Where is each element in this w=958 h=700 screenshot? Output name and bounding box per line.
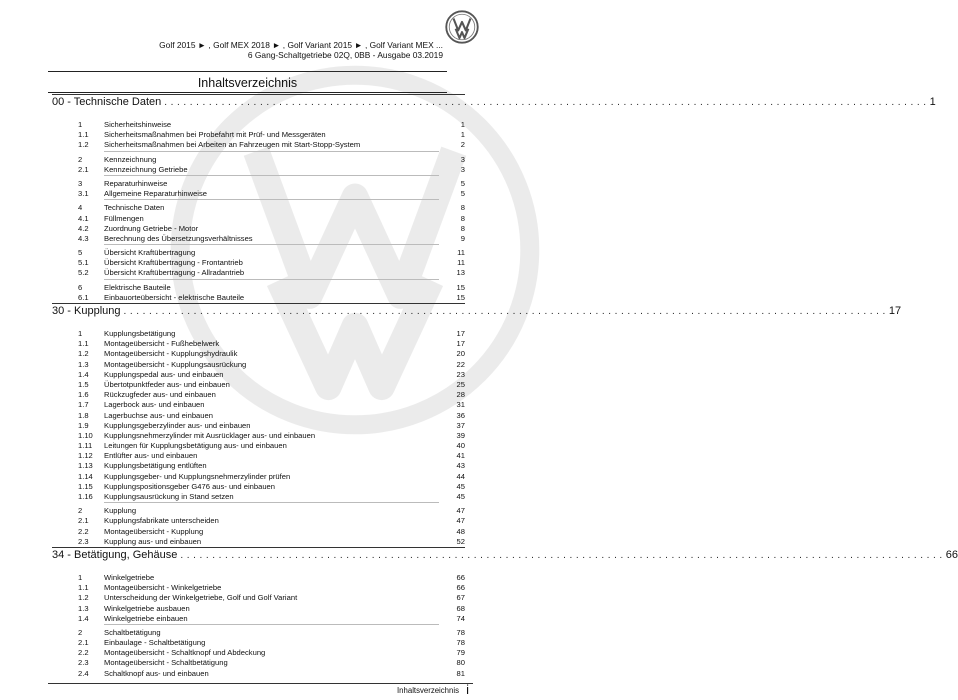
entry-number: 1.1: [78, 339, 89, 349]
toc-entry[interactable]: [52, 614, 465, 624]
toc-entry[interactable]: [52, 648, 465, 658]
toc-section-heading[interactable]: [52, 547, 958, 570]
toc-chapter-entry[interactable]: [52, 203, 465, 213]
entry-label: Allgemeine Reparaturhinweise: [104, 189, 207, 199]
entry-number: 1.3: [78, 359, 89, 369]
entry-label: Übersicht Kraftübertragung - Allradantrieb: [104, 268, 245, 278]
group-divider: [104, 199, 439, 200]
entry-number: 1: [78, 329, 83, 338]
entry-label: Übertotpunktfeder aus- und einbauen: [104, 379, 230, 389]
entry-label: Winkelgetriebe ausbauen: [104, 603, 190, 613]
entry-page-number: 5: [460, 178, 465, 188]
entry-page-number: 79: [456, 648, 465, 658]
entry-page-number: 68: [456, 603, 465, 613]
entry-label: Montageübersicht - Schaltknopf und Abdeckung: [104, 648, 266, 658]
entry-label: Schaltknopf aus- und einbauen: [104, 668, 209, 678]
toc-entry[interactable]: [52, 516, 465, 526]
entry-label: Montageübersicht - Kupplungshydraulik: [104, 349, 238, 359]
toc-chapter-entry[interactable]: [52, 120, 465, 130]
entry-page-number: 48: [456, 526, 465, 536]
section-page-number: 66: [945, 548, 958, 561]
entry-label: Zuordnung Getriebe - Motor: [104, 223, 199, 233]
entry-page-number: 78: [456, 638, 465, 648]
page-title: Inhaltsverzeichnis: [197, 76, 298, 90]
entry-number: 1.4: [78, 613, 89, 623]
entry-page-number: 5: [460, 189, 465, 199]
entry-label: Winkelgetriebe einbauen: [104, 613, 188, 623]
entry-label: Sicherheitshinweise: [104, 120, 172, 129]
page-footer: [48, 683, 473, 698]
toc-chapter-entry[interactable]: [52, 283, 465, 293]
entry-label: Montageübersicht - Winkelgetriebe: [104, 583, 222, 593]
entry-label: Kupplungsbetätigung: [104, 329, 176, 338]
toc-entry[interactable]: [52, 293, 465, 303]
entry-number: 4.1: [78, 213, 89, 223]
entry-number: 2.3: [78, 658, 89, 668]
toc-chapter-entry[interactable]: [52, 248, 465, 258]
toc-entry[interactable]: [52, 339, 465, 349]
entry-label: Sicherheitsmaßnahmen bei Arbeiten an Fahrzeugen mit Start-Stopp-System: [104, 140, 361, 150]
footer-label: Inhaltsverzeichnis: [397, 686, 459, 695]
group-divider: [104, 624, 439, 625]
entry-page-number: 45: [456, 492, 465, 501]
entry-page-number: 25: [456, 379, 465, 389]
header-model-line: Golf 2015 ► , Golf MEX 2018 ► , Golf Variant 2015 ► , Golf Variant MEX ...: [159, 40, 443, 50]
group-divider: [104, 244, 439, 245]
toc-entry[interactable]: [52, 583, 465, 593]
entry-label: Leitungen für Kupplungsbetätigung aus- und einbauen: [104, 441, 287, 451]
toc-entry[interactable]: [52, 527, 465, 537]
section-title: 00 - Technische Daten: [52, 96, 162, 108]
page-header: [0, 0, 495, 72]
entry-number: 3.1: [78, 189, 89, 199]
entry-number: 1.14: [78, 471, 93, 481]
entry-label: Lagerbock aus- und einbauen: [104, 400, 205, 410]
toc-chapter-entry[interactable]: [52, 155, 465, 165]
entry-page-number: 15: [456, 282, 465, 292]
entry-number: 1.8: [78, 410, 89, 420]
header-edition-line: 6 Gang-Schaltgetriebe 02Q, 0BB - Ausgabe 03.2019: [247, 50, 443, 60]
toc-entry[interactable]: [52, 658, 465, 668]
entry-label: Übersicht Kraftübertragung: [104, 248, 196, 258]
entry-number: 4.2: [78, 223, 89, 233]
toc-entry[interactable]: [52, 390, 465, 400]
entry-page-number: 78: [456, 627, 465, 637]
section-title: 34 - Betätigung, Gehäuse: [52, 548, 178, 561]
entry-page-number: 11: [457, 248, 465, 258]
entry-number: 1.11: [78, 441, 93, 451]
entry-page-number: 8: [460, 203, 465, 213]
entry-label: Kupplungsbetätigung entlüften: [104, 461, 207, 471]
leader-dots: ........................................................................................................................: [180, 549, 946, 561]
entry-label: Kupplung: [104, 506, 137, 516]
toc-entry[interactable]: [52, 224, 465, 234]
entry-page-number: 40: [456, 441, 465, 451]
toc-section: [52, 547, 958, 679]
entry-number: 2.1: [78, 638, 89, 648]
entry-number: 1: [78, 120, 83, 129]
entry-number: 1.2: [78, 140, 89, 150]
entry-page-number: 67: [456, 593, 465, 603]
entry-page-number: 41: [456, 451, 465, 461]
toc-entry[interactable]: [52, 472, 465, 482]
entry-label: Kupplungsnehmerzylinder mit Ausrücklager aus- und einbauen: [104, 430, 316, 440]
entry-label: Kupplungsfabrikate unterscheiden: [104, 516, 219, 526]
entry-label: Berechnung des Übersetzungsverhältnisses: [104, 233, 253, 243]
entry-label: Rückzugfeder aus- und einbauen: [104, 390, 216, 400]
toc-entry[interactable]: [52, 258, 465, 268]
entry-label: Technische Daten: [104, 203, 165, 213]
entry-number: 2: [78, 154, 83, 164]
entry-page-number: 13: [456, 268, 465, 278]
entry-number: 1.6: [78, 390, 89, 400]
entry-label: Kennzeichnung Getriebe: [104, 164, 188, 174]
toc-entry[interactable]: [52, 593, 465, 603]
entry-label: Übersicht Kraftübertragung - Frontantrieb: [104, 258, 243, 268]
entry-page-number: 23: [456, 369, 465, 379]
entry-page-number: 43: [456, 461, 465, 471]
entry-number: 1.10: [78, 430, 93, 440]
entry-page-number: 36: [456, 410, 465, 420]
entry-number: 1.5: [78, 379, 89, 389]
toc-entry[interactable]: [52, 130, 465, 140]
entry-label: Kennzeichnung: [104, 154, 157, 164]
section-title: 30 - Kupplung: [52, 305, 121, 317]
entry-number: 1.7: [78, 400, 89, 410]
toc-entry[interactable]: [52, 441, 465, 451]
entry-page-number: 37: [456, 420, 465, 430]
entry-label: Montageübersicht - Schaltbetätigung: [104, 658, 228, 668]
toc-section-heading[interactable]: [52, 94, 936, 117]
toc-entry[interactable]: [52, 537, 465, 547]
group-divider: [104, 151, 439, 152]
entry-label: Kupplungsgeber- und Kupplungsnehmerzylinder prüfen: [104, 471, 291, 481]
entry-label: Unterscheidung der Winkelgetriebe, Golf und Golf Variant: [104, 593, 298, 603]
entry-number: 2.2: [78, 648, 89, 658]
entry-number: 3: [78, 178, 83, 188]
toc-entry[interactable]: [52, 604, 465, 614]
section-page-number: 17: [888, 305, 902, 317]
entry-number: 2.1: [78, 164, 89, 174]
toc-entry[interactable]: [52, 234, 465, 244]
entry-page-number: 3: [460, 154, 465, 164]
toc-entry[interactable]: [52, 268, 465, 278]
toc-section-heading[interactable]: [52, 303, 902, 326]
entry-label: Montageübersicht - Kupplungsausrückung: [104, 359, 247, 369]
toc-chapter-entry[interactable]: [52, 506, 465, 516]
entry-label: Füllmengen: [104, 213, 144, 223]
entry-number: 4.3: [78, 233, 89, 243]
toc-entry[interactable]: [52, 165, 465, 175]
entry-page-number: 3: [460, 164, 465, 174]
toc-entry[interactable]: [52, 492, 465, 502]
entry-number: 2.2: [78, 526, 89, 536]
entry-number: 5: [78, 248, 83, 258]
entry-number: 1.4: [78, 369, 89, 379]
toc-entry[interactable]: [52, 380, 465, 390]
entry-label: Kupplung aus- und einbauen: [104, 536, 202, 546]
entry-page-number: 74: [456, 613, 465, 623]
entry-page-number: 44: [456, 471, 465, 481]
toc-chapter-entry[interactable]: [52, 179, 465, 189]
toc-entry[interactable]: [52, 669, 465, 679]
entry-label: Schaltbetätigung: [104, 627, 161, 637]
entry-page-number: 45: [456, 481, 465, 491]
entry-page-number: 47: [456, 516, 465, 526]
entry-number: 1.1: [78, 583, 89, 593]
entry-label: Montageübersicht - Kupplung: [104, 526, 204, 536]
entry-page-number: 20: [456, 349, 465, 359]
toc-entry[interactable]: [52, 451, 465, 461]
entry-page-number: 80: [456, 658, 465, 668]
entry-number: 5.2: [78, 268, 89, 278]
toc-entry[interactable]: [52, 214, 465, 224]
entry-page-number: 17: [456, 339, 465, 349]
entry-page-number: 1: [460, 120, 465, 129]
toc-entry[interactable]: [52, 411, 465, 421]
entry-number: 1: [78, 572, 83, 582]
entry-page-number: 22: [456, 359, 465, 369]
entry-label: Einbaulage - Schaltbetätigung: [104, 638, 206, 648]
toc-section: [52, 94, 936, 303]
entry-page-number: 8: [460, 223, 465, 233]
entry-page-number: 1: [460, 130, 465, 140]
entry-page-number: 66: [456, 572, 465, 582]
entry-number: 1.16: [78, 492, 93, 501]
table-of-contents: [52, 94, 958, 679]
entry-number: 2.3: [78, 536, 89, 546]
entry-label: Kupplungsausrückung in Stand setzen: [104, 492, 234, 501]
entry-page-number: 39: [456, 430, 465, 440]
entry-number: 1.1: [78, 130, 89, 140]
entry-number: 2: [78, 627, 83, 637]
toc-entry[interactable]: [52, 400, 465, 410]
entry-number: 1.2: [78, 349, 89, 359]
entry-number: 2.4: [78, 668, 89, 678]
entry-label: Lagerbuchse aus- und einbauen: [104, 410, 213, 420]
toc-entry[interactable]: [52, 461, 465, 471]
footer-page-number: i: [466, 682, 469, 697]
entry-number: 5.1: [78, 258, 89, 268]
entry-label: Kupplungsgeberzylinder aus- und einbauen: [104, 420, 251, 430]
entry-label: Elektrische Bauteile: [104, 282, 171, 292]
toc-entry[interactable]: [52, 349, 465, 359]
toc-entry[interactable]: [52, 140, 465, 150]
group-divider: [104, 279, 439, 280]
entry-label: Sicherheitsmaßnahmen bei Probefahrt mit Prüf- und Messgeräten: [104, 130, 326, 140]
entry-number: 1.12: [78, 451, 93, 461]
toc-chapter-entry[interactable]: [52, 628, 465, 638]
entry-label: Montageübersicht - Fußhebelwerk: [104, 339, 220, 349]
toc-chapter-entry[interactable]: [52, 329, 465, 339]
section-page-number: 1: [929, 96, 936, 108]
toc-entry[interactable]: [52, 638, 465, 648]
toc-entry[interactable]: [52, 482, 465, 492]
entry-number: 1.13: [78, 461, 93, 471]
entry-label: Entlüfter aus- und einbauen: [104, 451, 198, 461]
vw-logo-icon: [445, 10, 479, 44]
toc-entry[interactable]: [52, 421, 465, 431]
entry-label: Kupplungspositionsgeber G476 aus- und einbauen: [104, 481, 275, 491]
entry-label: Kupplungspedal aus- und einbauen: [104, 369, 224, 379]
entry-number: 6: [78, 282, 83, 292]
leader-dots: ........................................................................................................................: [164, 97, 930, 108]
entry-label: Einbauorteübersicht - elektrische Bauteile: [104, 292, 245, 302]
entry-number: 4: [78, 203, 83, 213]
entry-page-number: 81: [456, 668, 465, 678]
toc-entry[interactable]: [52, 370, 465, 380]
header-rule: [48, 71, 447, 72]
entry-number: 1.2: [78, 593, 89, 603]
entry-number: 1.15: [78, 481, 93, 491]
toc-entry[interactable]: [52, 431, 465, 441]
toc-section: [52, 303, 902, 547]
entry-number: 1.3: [78, 603, 89, 613]
toc-entry[interactable]: [52, 360, 465, 370]
entry-page-number: 8: [460, 213, 465, 223]
entry-label: Winkelgetriebe: [104, 572, 155, 582]
entry-number: 2: [78, 506, 83, 516]
entry-page-number: 52: [456, 536, 465, 546]
entry-number: 1.9: [78, 420, 89, 430]
leader-dots: ........................................................................................................................: [123, 306, 889, 317]
group-divider: [104, 502, 439, 503]
entry-page-number: 2: [460, 140, 465, 150]
toc-chapter-entry[interactable]: [52, 573, 465, 583]
entry-number: 6.1: [78, 292, 89, 302]
entry-page-number: 28: [456, 390, 465, 400]
entry-page-number: 17: [456, 329, 465, 338]
entry-page-number: 47: [456, 506, 465, 516]
toc-entry[interactable]: [52, 189, 465, 199]
entry-page-number: 31: [456, 400, 465, 410]
entry-page-number: 11: [457, 258, 465, 268]
entry-page-number: 15: [456, 292, 465, 302]
title-rule: [48, 92, 447, 93]
entry-page-number: 9: [460, 233, 465, 243]
group-divider: [104, 175, 439, 176]
entry-page-number: 66: [456, 583, 465, 593]
entry-label: Reparaturhinweise: [104, 178, 168, 188]
entry-number: 2.1: [78, 516, 89, 526]
